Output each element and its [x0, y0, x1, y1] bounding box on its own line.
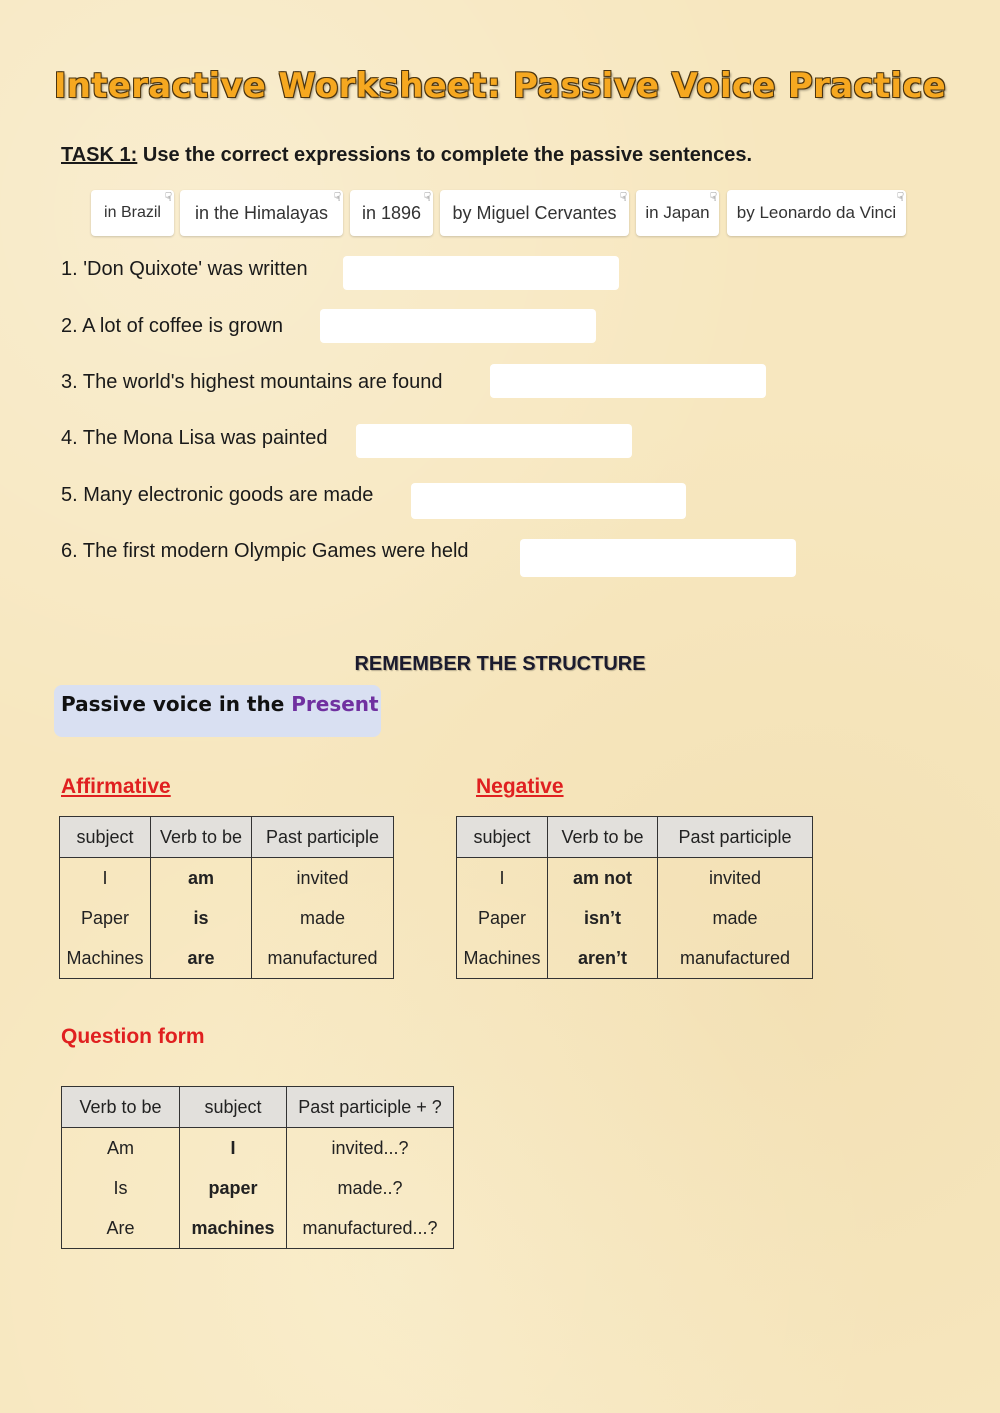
table-cell: aren’t — [548, 938, 658, 979]
question-1: 1. 'Don Quixote' was written — [61, 258, 308, 280]
chip-label: by Miguel Cervantes — [452, 202, 617, 223]
chip-label: in the Himalayas — [194, 202, 329, 223]
chip-in-the-himalayas[interactable] — [180, 190, 343, 236]
table-cell: made..? — [287, 1168, 454, 1208]
drag-hand-icon: ☟ — [164, 190, 172, 204]
answer-drop-2[interactable] — [320, 309, 596, 343]
table-header-row — [60, 817, 394, 858]
chip-by-miguel-cervantes[interactable] — [440, 190, 629, 236]
header-cell: Verb to be — [151, 817, 252, 858]
question-4: 4. The Mona Lisa was painted — [61, 427, 328, 449]
drag-hand-icon: ☟ — [423, 190, 431, 204]
table-row — [60, 858, 394, 899]
table-cell: am not — [548, 858, 658, 899]
header-cell: Past participle — [658, 817, 813, 858]
drag-hand-icon: ☟ — [709, 190, 717, 204]
table-row — [457, 898, 813, 938]
chip-in-japan[interactable] — [636, 190, 719, 236]
answer-drop-1[interactable] — [343, 256, 619, 290]
answer-drop-5[interactable] — [411, 483, 686, 519]
drag-hand-icon: ☟ — [896, 190, 904, 204]
header-cell: Past participle + ? — [287, 1087, 454, 1128]
table-cell: I — [60, 858, 151, 899]
table-row — [62, 1128, 454, 1169]
table-cell: machines — [180, 1208, 287, 1249]
page-title: Interactive Worksheet: Passive Voice Practice — [53, 66, 947, 106]
negative-label: Negative — [476, 775, 564, 798]
chip-by-leonardo-da-vinci[interactable] — [727, 190, 906, 236]
task-instruction — [61, 144, 752, 167]
affirmative-table — [59, 816, 394, 979]
question-5: 5. Many electronic goods are made — [61, 484, 374, 506]
table-cell: invited...? — [287, 1128, 454, 1169]
table-row — [62, 1208, 454, 1249]
table-cell: manufactured...? — [287, 1208, 454, 1249]
table-cell: paper — [180, 1168, 287, 1208]
table-cell: are — [151, 938, 252, 979]
present-prefix: Passive voice in the — [61, 692, 285, 716]
header-cell: subject — [60, 817, 151, 858]
task-text: Use the correct expressions to complete the passive sentences. — [142, 144, 753, 166]
chip-label: in Brazil — [104, 204, 161, 221]
table-row — [60, 898, 394, 938]
present-box — [54, 685, 381, 737]
table-cell: Paper — [60, 898, 151, 938]
drag-hand-icon: ☟ — [619, 190, 627, 204]
negative-table — [456, 816, 813, 979]
task-label: TASK 1: — [61, 144, 138, 166]
table-cell: made — [252, 898, 394, 938]
table-header-row — [62, 1087, 454, 1128]
table-header-row — [457, 817, 813, 858]
table-row — [457, 938, 813, 979]
table-cell: Is — [62, 1168, 180, 1208]
drag-hand-icon: ☟ — [333, 190, 341, 204]
table-cell: I — [457, 858, 548, 899]
table-cell: Am — [62, 1128, 180, 1169]
table-row — [62, 1168, 454, 1208]
question-form-label: Question form — [61, 1025, 205, 1048]
chip-label: in Japan — [645, 203, 710, 222]
table-cell: isn’t — [548, 898, 658, 938]
header-cell: subject — [457, 817, 548, 858]
table-cell: manufactured — [658, 938, 813, 979]
table-cell: manufactured — [252, 938, 394, 979]
header-cell: Verb to be — [62, 1087, 180, 1128]
chip-label: in 1896 — [361, 202, 422, 223]
affirmative-label: Affirmative — [61, 775, 171, 798]
header-cell: Verb to be — [548, 817, 658, 858]
table-cell: Paper — [457, 898, 548, 938]
table-cell: Machines — [457, 938, 548, 979]
header-cell: subject — [180, 1087, 287, 1128]
table-cell: I — [180, 1128, 287, 1169]
question-6: 6. The first modern Olympic Games were held — [61, 540, 469, 562]
table-cell: made — [658, 898, 813, 938]
answer-drop-3[interactable] — [490, 364, 766, 398]
table-row — [60, 938, 394, 979]
present-accent: Present — [291, 692, 379, 716]
answer-drop-4[interactable] — [356, 424, 632, 458]
chip-in-1896[interactable] — [350, 190, 433, 236]
table-cell: am — [151, 858, 252, 899]
table-cell: invited — [252, 858, 394, 899]
table-cell: Machines — [60, 938, 151, 979]
question-3: 3. The world's highest mountains are found — [61, 371, 443, 393]
header-cell: Past participle — [252, 817, 394, 858]
question-2: 2. A lot of coffee is grown — [61, 315, 283, 337]
question-form-table — [61, 1086, 454, 1249]
chip-in-brazil[interactable] — [91, 190, 174, 236]
answer-drop-6[interactable] — [520, 539, 796, 577]
table-cell: is — [151, 898, 252, 938]
structure-heading: REMEMBER THE STRUCTURE — [354, 653, 646, 675]
table-cell: Are — [62, 1208, 180, 1249]
chip-label: by Leonardo da Vinci — [736, 203, 897, 222]
table-cell: invited — [658, 858, 813, 899]
table-row — [457, 858, 813, 899]
